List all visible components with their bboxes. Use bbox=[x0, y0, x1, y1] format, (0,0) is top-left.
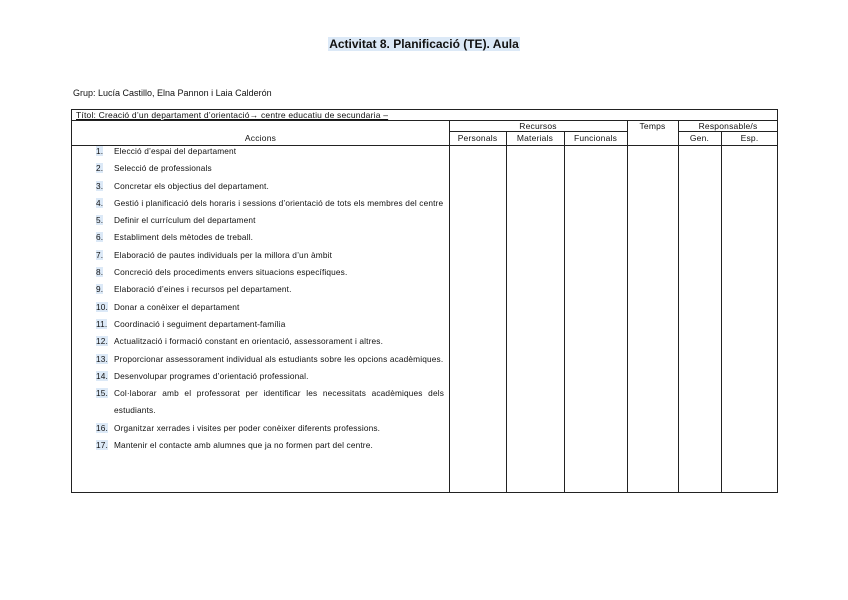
document-title: Activitat 8. Planificació (TE). Aula bbox=[329, 37, 519, 51]
action-text: Col·laborar amb el professorat per identificar les necessitats acadèmiques dels estudiants. bbox=[114, 388, 444, 416]
action-text: Proporcionar assessorament individual als estudiants sobre les opcions acadèmiques. bbox=[114, 353, 444, 364]
action-text: Organitzar xerrades i visites per poder conèixer diferents professions. bbox=[114, 422, 381, 433]
action-text: Elaboració d’eines i recursos pel departament. bbox=[114, 284, 292, 295]
header-accions: Accions bbox=[244, 133, 277, 143]
action-number: 5. bbox=[96, 215, 104, 226]
action-number: 1. bbox=[96, 146, 104, 156]
action-number: 12. bbox=[96, 336, 108, 347]
action-number: 10. bbox=[96, 301, 108, 312]
header-esp: Esp. bbox=[740, 133, 759, 143]
header-gen: Gen. bbox=[689, 133, 710, 143]
group-members: Grup: Lucía Castillo, Elna Pannon i Laia Calderón bbox=[73, 88, 272, 98]
action-number: 6. bbox=[96, 232, 104, 243]
header-personals: Personals bbox=[457, 133, 498, 143]
action-text: Mantenir el contacte amb alumnes que ja no formen part del centre. bbox=[114, 440, 373, 451]
divider bbox=[678, 120, 679, 492]
action-item bbox=[96, 212, 444, 229]
action-number: 2. bbox=[96, 163, 104, 174]
action-text: Concretar els objectius del departament. bbox=[114, 180, 269, 191]
planning-table bbox=[71, 109, 778, 493]
action-item bbox=[96, 299, 444, 316]
action-number: 8. bbox=[96, 267, 104, 278]
divider bbox=[506, 131, 507, 492]
divider bbox=[449, 131, 628, 132]
action-number: 7. bbox=[96, 249, 104, 260]
action-number: 14. bbox=[96, 370, 108, 381]
action-number: 4. bbox=[96, 197, 104, 208]
action-text: Definir el currículum del departament bbox=[114, 215, 256, 226]
action-text: Elecció d’espai del departament bbox=[114, 146, 237, 156]
action-item bbox=[96, 143, 444, 160]
action-text: Desenvolupar programes d’orientació professional. bbox=[114, 370, 309, 381]
action-number: 9. bbox=[96, 284, 104, 295]
action-text: Concreció dels procediments envers situacions específiques. bbox=[114, 267, 348, 278]
action-item bbox=[96, 195, 444, 212]
action-item bbox=[96, 229, 444, 246]
action-item bbox=[96, 385, 444, 420]
action-text: Coordinació i seguiment departament-família bbox=[114, 318, 286, 329]
divider bbox=[627, 120, 628, 492]
header-materials: Materials bbox=[516, 133, 554, 143]
action-text: Elaboració de pautes individuals per la millora d’un àmbit bbox=[114, 249, 333, 260]
divider bbox=[721, 131, 722, 492]
action-item bbox=[96, 281, 444, 298]
actions-list bbox=[96, 143, 444, 454]
header-responsables: Responsable/s bbox=[698, 121, 758, 131]
action-item bbox=[96, 247, 444, 264]
divider bbox=[449, 120, 450, 492]
header-temps: Temps bbox=[639, 121, 666, 131]
action-number: 17. bbox=[96, 440, 108, 451]
action-text: Establiment dels mètodes de treball. bbox=[114, 232, 254, 243]
action-item bbox=[96, 178, 444, 195]
action-number: 13. bbox=[96, 353, 108, 364]
action-text: Selecció de professionals bbox=[114, 163, 212, 174]
header-recursos: Recursos bbox=[519, 121, 557, 131]
action-item bbox=[96, 368, 444, 385]
action-item bbox=[96, 437, 444, 454]
divider bbox=[678, 131, 777, 132]
action-item bbox=[96, 316, 444, 333]
table-title: Títol: Creació d’un departament d’orientació→ centre educatiu de secundaria – bbox=[76, 110, 389, 120]
action-text: Actualització i formació constant en orientació, assessorament i altres. bbox=[114, 336, 384, 347]
divider bbox=[564, 131, 565, 492]
action-number: 15. bbox=[96, 388, 108, 399]
action-item bbox=[96, 333, 444, 350]
action-item bbox=[96, 420, 444, 437]
action-number: 16. bbox=[96, 422, 108, 433]
action-text: Gestió i planificació dels horaris i sessions d’orientació de tots els membres del centre bbox=[114, 197, 444, 208]
action-number: 11. bbox=[96, 318, 108, 329]
action-text: Donar a conèixer el departament bbox=[114, 301, 240, 312]
action-item bbox=[96, 351, 444, 368]
header-funcionals: Funcionals bbox=[573, 133, 618, 143]
action-item bbox=[96, 264, 444, 281]
action-number: 3. bbox=[96, 180, 104, 191]
action-item bbox=[96, 160, 444, 177]
